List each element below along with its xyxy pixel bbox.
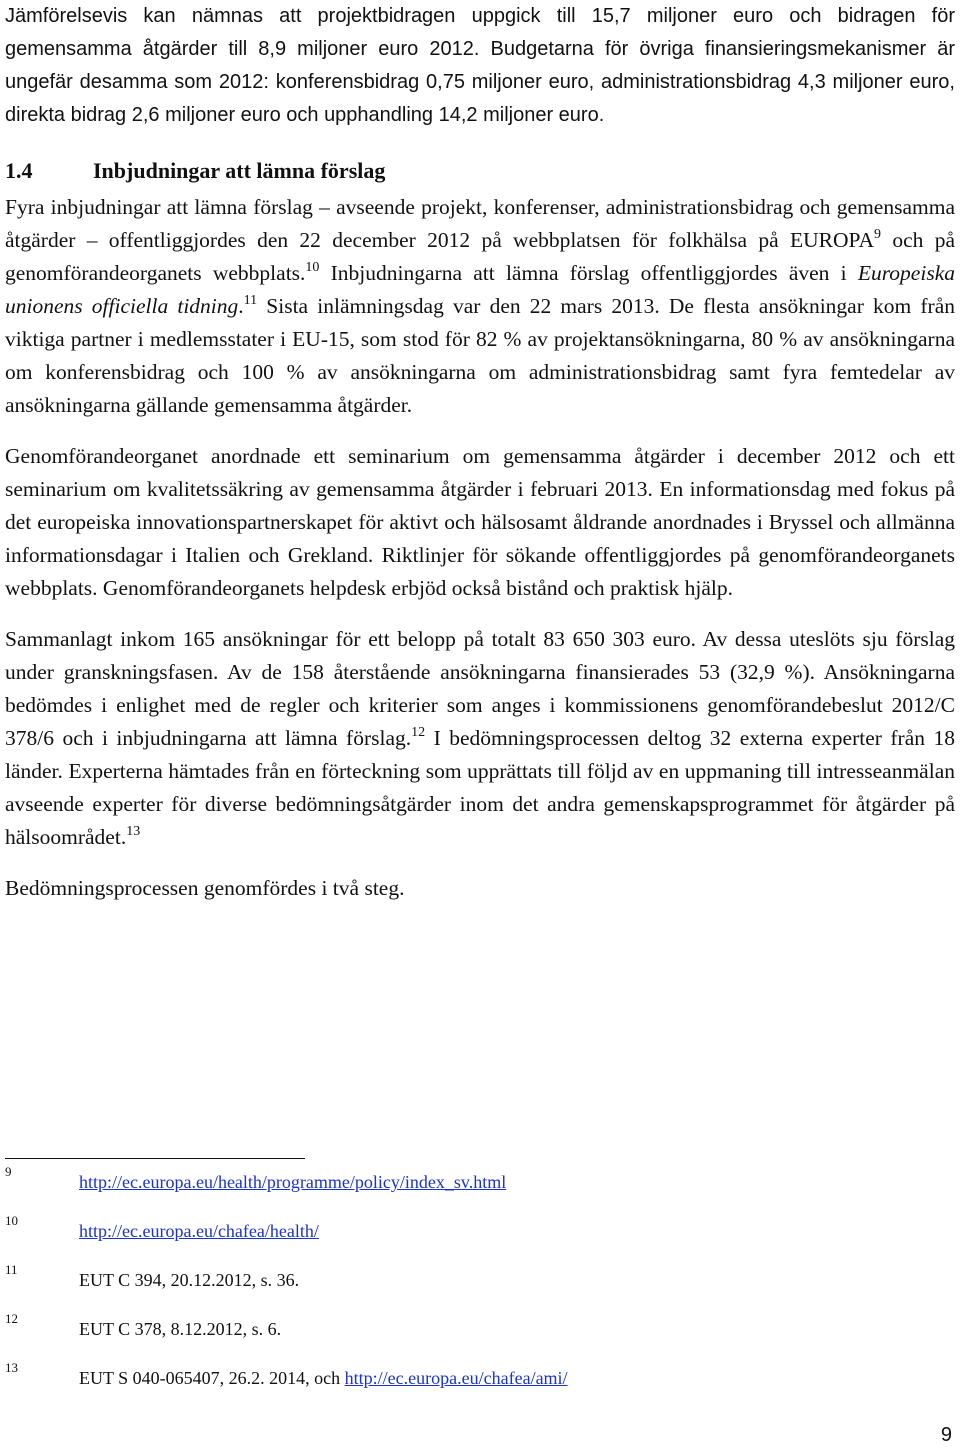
- footnote-text: [79, 1368, 568, 1389]
- text-segment: Sista inlämningsdag var den 22 mars 2013. De flesta ansökningar kom från viktiga partner i medlemsstater i EU-15, som stod för 82 % av projektansökningarna, 80 % av ansökningarna om konferensbidrag och 100 % av ansökningarna om administrationsbidrag samt fyra femtedelar av ansökningarna gällande gemensamma åtgärder.: [5, 294, 956, 417]
- text-segment: och på genomförandeorganets webbplats.: [5, 228, 955, 285]
- footnote-ref[interactable]: 9: [874, 226, 882, 242]
- footnote-link[interactable]: http://ec.europa.eu/chafea/ami/: [344, 1368, 568, 1388]
- footnote-number: 12: [5, 1311, 18, 1326]
- footnote-number: 9: [5, 1164, 12, 1179]
- page-number: 9: [940, 1424, 952, 1446]
- footnote-number: 11: [5, 1262, 18, 1277]
- footnote-divider: [5, 1158, 305, 1159]
- footnote-text: [79, 1221, 319, 1242]
- footnote: [5, 1258, 905, 1307]
- footnote-ref[interactable]: 13: [126, 823, 141, 839]
- footnote: [5, 1160, 905, 1209]
- footnote-link[interactable]: http://ec.europa.eu/health/programme/policy/index_sv.html: [79, 1172, 507, 1192]
- document-page: [5, 0, 955, 905]
- footnote: [5, 1307, 905, 1356]
- footnote: [5, 1209, 905, 1258]
- footnote-text: EUT C 394, 20.12.2012, s. 36.: [79, 1270, 300, 1290]
- paragraph-budget-comparison: Jämförelsevis kan nämnas att projektbidragen uppgick till 15,7 miljoner euro och bidragen för gemensamma åtgärder till 8,9 miljoner euro 2012. Budgetarna för övriga finansieringsmekanismer är ungefär desamma som 2012: konferensbidrag 0,75 miljoner euro, administrationsbidrag 4,3 miljoner euro, direkta bidrag 2,6 miljoner euro och upphandling 14,2 miljoner euro.: [5, 5, 955, 126]
- text-segment: Inbjudningarna att lämna förslag offentliggjordes även i: [319, 261, 858, 285]
- paragraph-applications: [5, 623, 955, 854]
- footnote-number: 13: [5, 1360, 18, 1375]
- footnote-text: [79, 1172, 506, 1193]
- footnote-link[interactable]: http://ec.europa.eu/chafea/health/: [79, 1221, 319, 1241]
- footnote-number: 10: [5, 1213, 18, 1228]
- footnote-ref[interactable]: 11: [243, 292, 258, 308]
- footnote-ref[interactable]: 10: [305, 259, 320, 275]
- footnote-ref[interactable]: 12: [411, 724, 426, 740]
- paragraph-seminars: Genomförandeorganet anordnade ett seminarium om gemensamma åtgärder i december 2012 och ett seminarium om kvalitetssäkring av gemensamma åtgärder i februari 2013. En informationsdag med fokus på det europeiska innovationspartnerskapet för aktivt och hälsosamt åldrande anordnades i Bryssel och allmänna informationsdagar i Italien och Grekland. Riktlinjer för sökande offentliggjordes på genomförandeorganets webbplats. Genomförandeorganets helpdesk erbjöd också bistånd och praktisk hjälp.: [5, 444, 955, 600]
- text-segment: .: [238, 294, 244, 318]
- paragraph-evaluation: Bedömningsprocessen genomfördes i två steg.: [5, 876, 405, 900]
- text-segment: Fyra inbjudningar att lämna förslag – avseende projekt, konferenser, administrationsbidrag och gemensamma åtgärder – offentliggjordes den 22 december 2012 på webbplatsen för folkhälsa på EUROPA: [5, 195, 955, 252]
- text-segment: I bedömningsprocessen deltog 32 externa experter från 18 länder. Experterna hämtades från en förteckning som upprättats till följd av en uppmaning till intresseanmälan avseende experter för diverse bedömningsåtgärder inom det andra gemenskapsprogrammet för åtgärder på hälsoområdet.: [5, 726, 955, 849]
- footnote-text-segment: EUT S 040-065407, 26.2. 2014, och: [79, 1368, 345, 1388]
- text-segment: Sammanlagt inkom 165 ansökningar för ett belopp på totalt 83 650 303 euro. Av dessa uteslöts sju förslag under granskningsfasen. Av de 158 återstående ansökningarna finansierades 53 (32,9 %). Ansökningarna bedömdes i enlighet med de regler och kriterier som anges i kommissionens genomförandebeslut 2012/C 378/6 och i inbjudningarna att lämna förslag.: [5, 627, 955, 750]
- footnote-text: EUT C 378, 8.12.2012, s. 6.: [79, 1319, 282, 1339]
- section-heading: [5, 154, 955, 187]
- paragraph-calls-for-proposals: [5, 191, 955, 422]
- section-title: Inbjudningar att lämna förslag: [93, 158, 386, 183]
- section-number: 1.4: [5, 158, 33, 183]
- footnote: [5, 1356, 905, 1405]
- footnotes: [5, 1160, 905, 1405]
- journal-title: Europeiska unionens officiella tidning: [5, 261, 955, 318]
